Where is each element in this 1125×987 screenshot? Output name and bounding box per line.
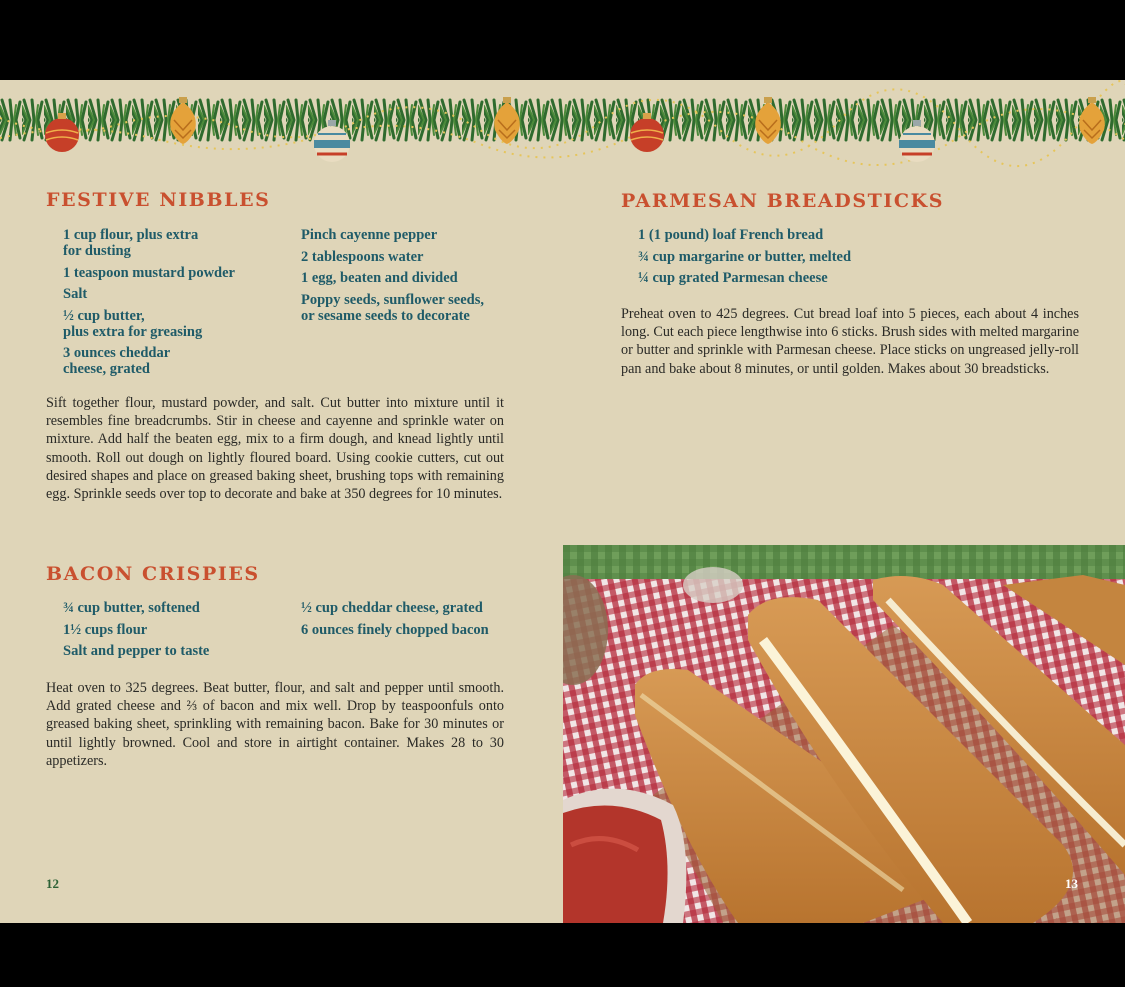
ingredient-item: 1 cup flour, plus extra for dusting	[63, 227, 199, 259]
festive-nibbles-title: FESTIVE NIBBLES	[46, 189, 271, 211]
ingredient-item: ½ cup butter, plus extra for greasing	[63, 307, 203, 340]
bacon-crispies-title: BACON CRISPIES	[46, 563, 260, 585]
ingredient-item: ¾ cup butter, softened	[63, 600, 200, 616]
parmesan-breadsticks-title: PARMESAN BREADSTICKS	[621, 190, 945, 212]
ingredient-item: 2 tablespoons water	[301, 248, 424, 265]
parmesan-breadsticks-ingredients	[638, 227, 938, 292]
festive-nibbles-ingredients-col2	[301, 227, 531, 329]
ingredient-item: 1½ cups flour	[63, 621, 148, 638]
festive-nibbles-instructions: Sift together flour, mustard powder, and salt. Cut butter into mixture until it resembles fine breadcrumbs. Stir in cheese and cayenne and sprinkle water on mixture. Add half the beaten egg, mix to a firm dough, and knead lightly until smooth. Roll out dough on lightly floured board. Using cookie cutters, cut out desired shapes and place on greased baking sheet, brushing tops with remaining egg. Sprinkle seeds over top to decorate and bake at 350 degrees for 10 minutes.	[46, 395, 504, 503]
ingredient-item: 1 teaspoon mustard powder	[63, 264, 235, 281]
festive-nibbles-ingredients-col1	[63, 227, 288, 383]
ingredient-item: Pinch cayenne pepper	[301, 227, 438, 243]
ingredient-item: 1 (1 pound) loaf French bread	[638, 227, 824, 243]
ingredient-item: 6 ounces finely chopped bacon	[301, 621, 489, 638]
ingredient-item: Poppy seeds, sunflower seeds, or sesame seeds to decorate	[301, 291, 485, 324]
bacon-crispies-instructions: Heat oven to 325 degrees. Beat butter, flour, and salt and pepper until smooth. Add grated cheese and ⅔ of bacon and mix well. Drop by teaspoonfuls onto greased baking sheet, sprinkling with remaining bacon. Bake for 30 minutes or until lightly browned. Cool and store in airtight container. Makes 28 to 30 appetizers.	[46, 680, 504, 769]
ingredient-item: 1 egg, beaten and divided	[301, 270, 458, 286]
bacon-crispies-ingredients-col2	[301, 600, 531, 643]
ingredient-item: Salt	[63, 286, 88, 302]
christmas-garland	[0, 80, 1125, 170]
ingredient-item: ¼ cup grated Parmesan cheese	[638, 270, 828, 286]
ingredient-item: 3 ounces cheddar cheese, grated	[63, 345, 171, 377]
page-number-right: 13	[1065, 876, 1078, 891]
breadsticks-photo	[563, 545, 1125, 923]
ingredient-item: ¾ cup margarine or butter, melted	[638, 248, 852, 265]
book-spread	[0, 80, 1125, 923]
page-number-left: 12	[46, 876, 59, 891]
ingredient-item: ½ cup cheddar cheese, grated	[301, 600, 483, 616]
parmesan-breadsticks-instructions: Preheat oven to 425 degrees. Cut bread loaf into 5 pieces, each about 4 inches long. Cut each piece lengthwise into 6 sticks. Brush sides with melted margarine or butter and sprinkle with Parmesan cheese. Place sticks on ungreased jelly-roll pan and bake about 8 minutes, or until golden. Makes about 30 breadsticks.	[621, 306, 1079, 377]
ingredient-item: Salt and pepper to taste	[63, 643, 210, 659]
bacon-crispies-ingredients-col1	[63, 600, 288, 665]
